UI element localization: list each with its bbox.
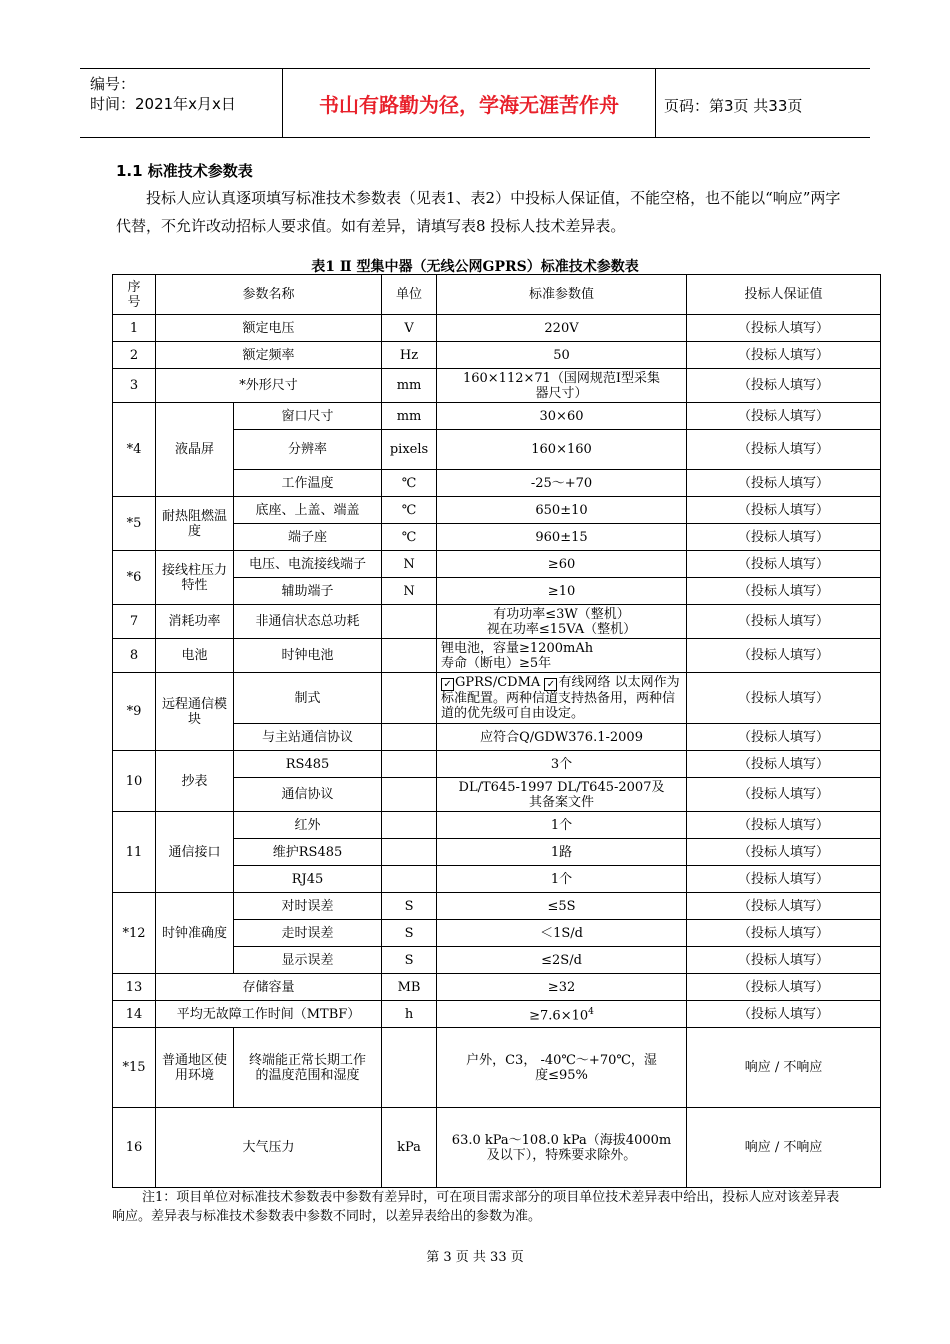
group-cell: 耐热阻燃温度 — [156, 497, 234, 551]
group-cell: 电池 — [156, 639, 234, 673]
unit-cell — [382, 751, 437, 778]
col-seq: 序号 — [113, 275, 156, 315]
guarantee-cell: （投标人填写） — [687, 893, 881, 920]
unit-cell — [382, 839, 437, 866]
unit-cell: ℃ — [382, 470, 437, 497]
guarantee-cell: （投标人填写） — [687, 947, 881, 974]
guarantee-cell: （投标人填写） — [687, 920, 881, 947]
name-cell: 维护RS485 — [234, 839, 382, 866]
std-cell: 220V — [437, 315, 687, 342]
std-cell: 3个 — [437, 751, 687, 778]
unit-cell: N — [382, 551, 437, 578]
name-cell: 显示误差 — [234, 947, 382, 974]
seq-cell: *9 — [113, 673, 156, 751]
seq-cell: 14 — [113, 1001, 156, 1028]
unit-cell — [382, 605, 437, 639]
col-std: 标准参数值 — [437, 275, 687, 315]
seq-cell: *12 — [113, 893, 156, 974]
group-cell: 远程通信模块 — [156, 673, 234, 751]
table-header-row — [113, 275, 881, 315]
guarantee-cell: （投标人填写） — [687, 430, 881, 470]
group-cell: 普通地区使用环境 — [156, 1028, 234, 1108]
col-guar: 投标人保证值 — [687, 275, 881, 315]
seq-cell: 3 — [113, 369, 156, 403]
guarantee-cell: （投标人填写） — [687, 778, 881, 812]
table-row — [113, 315, 881, 342]
col-unit: 单位 — [382, 275, 437, 315]
std-cell: 1路 — [437, 839, 687, 866]
seq-cell: 13 — [113, 974, 156, 1001]
name-cell: 终端能正常长期工作的温度范围和湿度 — [234, 1028, 382, 1108]
name-cell: 辅助端子 — [234, 578, 382, 605]
std-cell — [437, 1001, 687, 1028]
std-cell: -25～+70 — [437, 470, 687, 497]
seq-cell: 8 — [113, 639, 156, 673]
name-cell: 额定电压 — [156, 315, 382, 342]
name-cell: 平均无故障工作时间（MTBF） — [156, 1001, 382, 1028]
response-cell: 响应 / 不响应 — [687, 1028, 881, 1108]
checkbox-checked-icon: ✓ — [441, 678, 454, 691]
seq-cell: *6 — [113, 551, 156, 605]
std-cell: 63.0 kPa～108.0 kPa（海拔4000m及以下），特殊要求除外。 — [437, 1108, 687, 1188]
std-line: 有功功率≤3W（整机） — [493, 606, 630, 622]
name-cell: 大气压力 — [156, 1108, 382, 1188]
unit-cell: h — [382, 1001, 437, 1028]
seq-cell: 2 — [113, 342, 156, 369]
table-row — [113, 812, 881, 839]
std-text: 以太网作为标准配置。两种信道支持热备用，两种信道的优先级可自由设定。 — [441, 675, 680, 721]
group-cell: 接线柱压力特性 — [156, 551, 234, 605]
name-cell: RS485 — [234, 751, 382, 778]
group-cell: 抄表 — [156, 751, 234, 812]
table-row — [113, 1108, 881, 1188]
group-cell: 通信接口 — [156, 812, 234, 893]
unit-cell — [382, 1028, 437, 1108]
name-cell: 电压、电流接线端子 — [234, 551, 382, 578]
seq-cell: 11 — [113, 812, 156, 893]
guarantee-cell: （投标人填写） — [687, 974, 881, 1001]
unit-cell: S — [382, 893, 437, 920]
unit-cell — [382, 812, 437, 839]
seq-cell: *4 — [113, 403, 156, 497]
seq-cell: 1 — [113, 315, 156, 342]
name-cell: 时钟电池 — [234, 639, 382, 673]
name-cell: 非通信状态总功耗 — [234, 605, 382, 639]
std-cell: 应符合Q/GDW376.1-2009 — [437, 724, 687, 751]
name-cell: 对时误差 — [234, 893, 382, 920]
std-cell — [437, 639, 687, 673]
std-cell: DL/T645-1997 DL/T645-2007及其备案文件 — [437, 778, 687, 812]
unit-cell: mm — [382, 369, 437, 403]
unit-cell: ℃ — [382, 524, 437, 551]
name-cell: 红外 — [234, 812, 382, 839]
guarantee-cell: （投标人填写） — [687, 751, 881, 778]
table-row — [113, 673, 881, 724]
page-footer: 第 3 页 共 33 页 — [426, 1250, 524, 1265]
std-cell: 650±10 — [437, 497, 687, 524]
name-cell: 走时误差 — [234, 920, 382, 947]
seq-cell: 10 — [113, 751, 156, 812]
std-line: 锂电池，容量≥1200mAh — [441, 640, 594, 656]
guarantee-cell: （投标人填写） — [687, 403, 881, 430]
name-cell: RJ45 — [234, 866, 382, 893]
table-row — [113, 1001, 881, 1028]
name-cell: 与主站通信协议 — [234, 724, 382, 751]
seq-cell: 7 — [113, 605, 156, 639]
std-cell: ≤5S — [437, 893, 687, 920]
guarantee-cell: （投标人填写） — [687, 866, 881, 893]
name-cell: 额定频率 — [156, 342, 382, 369]
name-cell: 存储容量 — [156, 974, 382, 1001]
table-row — [113, 893, 881, 920]
guarantee-cell: （投标人填写） — [687, 578, 881, 605]
guarantee-cell: （投标人填写） — [687, 605, 881, 639]
guarantee-cell: （投标人填写） — [687, 724, 881, 751]
guarantee-cell: （投标人填写） — [687, 524, 881, 551]
table-row — [113, 369, 881, 403]
name-cell: 制式 — [234, 673, 382, 724]
table-row — [113, 605, 881, 639]
table-row — [113, 1028, 881, 1108]
name-cell: 通信协议 — [234, 778, 382, 812]
name-cell: *外形尺寸 — [156, 369, 382, 403]
group-cell: 液晶屏 — [156, 403, 234, 497]
name-cell: 工作温度 — [234, 470, 382, 497]
page-header — [80, 68, 870, 138]
std-cell: ＜1S/d — [437, 920, 687, 947]
std-cell: 30×60 — [437, 403, 687, 430]
option-wired: 有线网络 — [558, 675, 611, 690]
parameter-table — [112, 274, 881, 1188]
std-cell: 1个 — [437, 866, 687, 893]
std-cell: 50 — [437, 342, 687, 369]
page-label: 页码：第3页 共33页 — [664, 97, 803, 115]
guarantee-cell: （投标人填写） — [687, 1001, 881, 1028]
table-title: 表1 Ⅱ 型集中器（无线公网GPRS）标准技术参数表 — [311, 259, 639, 275]
unit-cell: mm — [382, 403, 437, 430]
response-cell: 响应 / 不响应 — [687, 1108, 881, 1188]
table-row — [113, 551, 881, 578]
unit-cell: N — [382, 578, 437, 605]
seq-cell: *15 — [113, 1028, 156, 1108]
seq-cell: *5 — [113, 497, 156, 551]
intro-paragraph: 投标人应认真逐项填写标准技术参数表（见表1、表2）中投标人保证值，不能空格，也不能以“响应”两字代替，不允许改动招标人要求值。如有差异，请填写表8 投标人技术差异表。 — [116, 189, 841, 235]
table-note: 注1：项目单位对标准技术参数表中参数有差异时，可在项目需求部分的项目单位技术差异表中给出，投标人应对该差异表响应。差异表与标准技术参数表中参数不同时，以差异表给出的参数为准。 — [112, 1190, 840, 1224]
guarantee-cell: （投标人填写） — [687, 497, 881, 524]
unit-cell — [382, 866, 437, 893]
unit-cell: kPa — [382, 1108, 437, 1188]
std-cell: ≥32 — [437, 974, 687, 1001]
unit-cell: Hz — [382, 342, 437, 369]
guarantee-cell: （投标人填写） — [687, 315, 881, 342]
exponent: 4 — [588, 1006, 594, 1017]
name-cell: 端子座 — [234, 524, 382, 551]
unit-cell — [382, 724, 437, 751]
std-cell: 960±15 — [437, 524, 687, 551]
std-cell: 户外，C3， -40℃～+70℃，湿度≤95% — [437, 1028, 687, 1108]
guarantee-cell: （投标人填写） — [687, 839, 881, 866]
unit-cell — [382, 778, 437, 812]
name-cell: 窗口尺寸 — [234, 403, 382, 430]
table-row — [113, 974, 881, 1001]
table-row — [113, 639, 881, 673]
unit-cell — [382, 673, 437, 724]
group-cell: 消耗功率 — [156, 605, 234, 639]
guarantee-cell: （投标人填写） — [687, 369, 881, 403]
guarantee-cell: （投标人填写） — [687, 812, 881, 839]
std-cell: ≤2S/d — [437, 947, 687, 974]
table-row — [113, 497, 881, 524]
checkbox-checked-icon: ✓ — [544, 678, 557, 691]
unit-cell: MB — [382, 974, 437, 1001]
name-cell: 分辨率 — [234, 430, 382, 470]
std-line: 寿命（断电）≥5年 — [441, 655, 552, 671]
table-row — [113, 403, 881, 430]
guarantee-cell: （投标人填写） — [687, 342, 881, 369]
unit-cell: V — [382, 315, 437, 342]
std-cell: ≥60 — [437, 551, 687, 578]
std-cell: 160×160 — [437, 430, 687, 470]
std-cell — [437, 673, 687, 724]
unit-cell — [382, 639, 437, 673]
guarantee-cell: （投标人填写） — [687, 470, 881, 497]
unit-cell: S — [382, 920, 437, 947]
std-cell — [437, 605, 687, 639]
guarantee-cell: （投标人填写） — [687, 639, 881, 673]
motto: 书山有路勤为径，学海无涯苦作舟 — [282, 69, 656, 137]
section-title: 1.1 标准技术参数表 — [116, 162, 253, 180]
unit-cell: pixels — [382, 430, 437, 470]
col-name: 参数名称 — [156, 275, 382, 315]
group-cell: 时钟准确度 — [156, 893, 234, 974]
table-row — [113, 342, 881, 369]
time-label: 时间：2021年x月x日 — [90, 95, 236, 113]
std-line: 视在功率≤15VA（整机） — [486, 621, 637, 637]
table-row — [113, 751, 881, 778]
unit-cell: ℃ — [382, 497, 437, 524]
std-cell: 160×112×71（国网规范Ⅰ型采集器尺寸） — [437, 369, 687, 403]
unit-cell: S — [382, 947, 437, 974]
std-cell: ≥10 — [437, 578, 687, 605]
code-label: 编号： — [90, 75, 136, 93]
header-info — [80, 69, 282, 137]
name-cell: 底座、上盖、端盖 — [234, 497, 382, 524]
std-text: ≥7.6×10 — [529, 1008, 589, 1024]
guarantee-cell: （投标人填写） — [687, 551, 881, 578]
option-gprs: GPRS/CDMA — [455, 675, 541, 690]
std-cell: 1个 — [437, 812, 687, 839]
seq-cell: 16 — [113, 1108, 156, 1188]
guarantee-cell: （投标人填写） — [687, 673, 881, 724]
